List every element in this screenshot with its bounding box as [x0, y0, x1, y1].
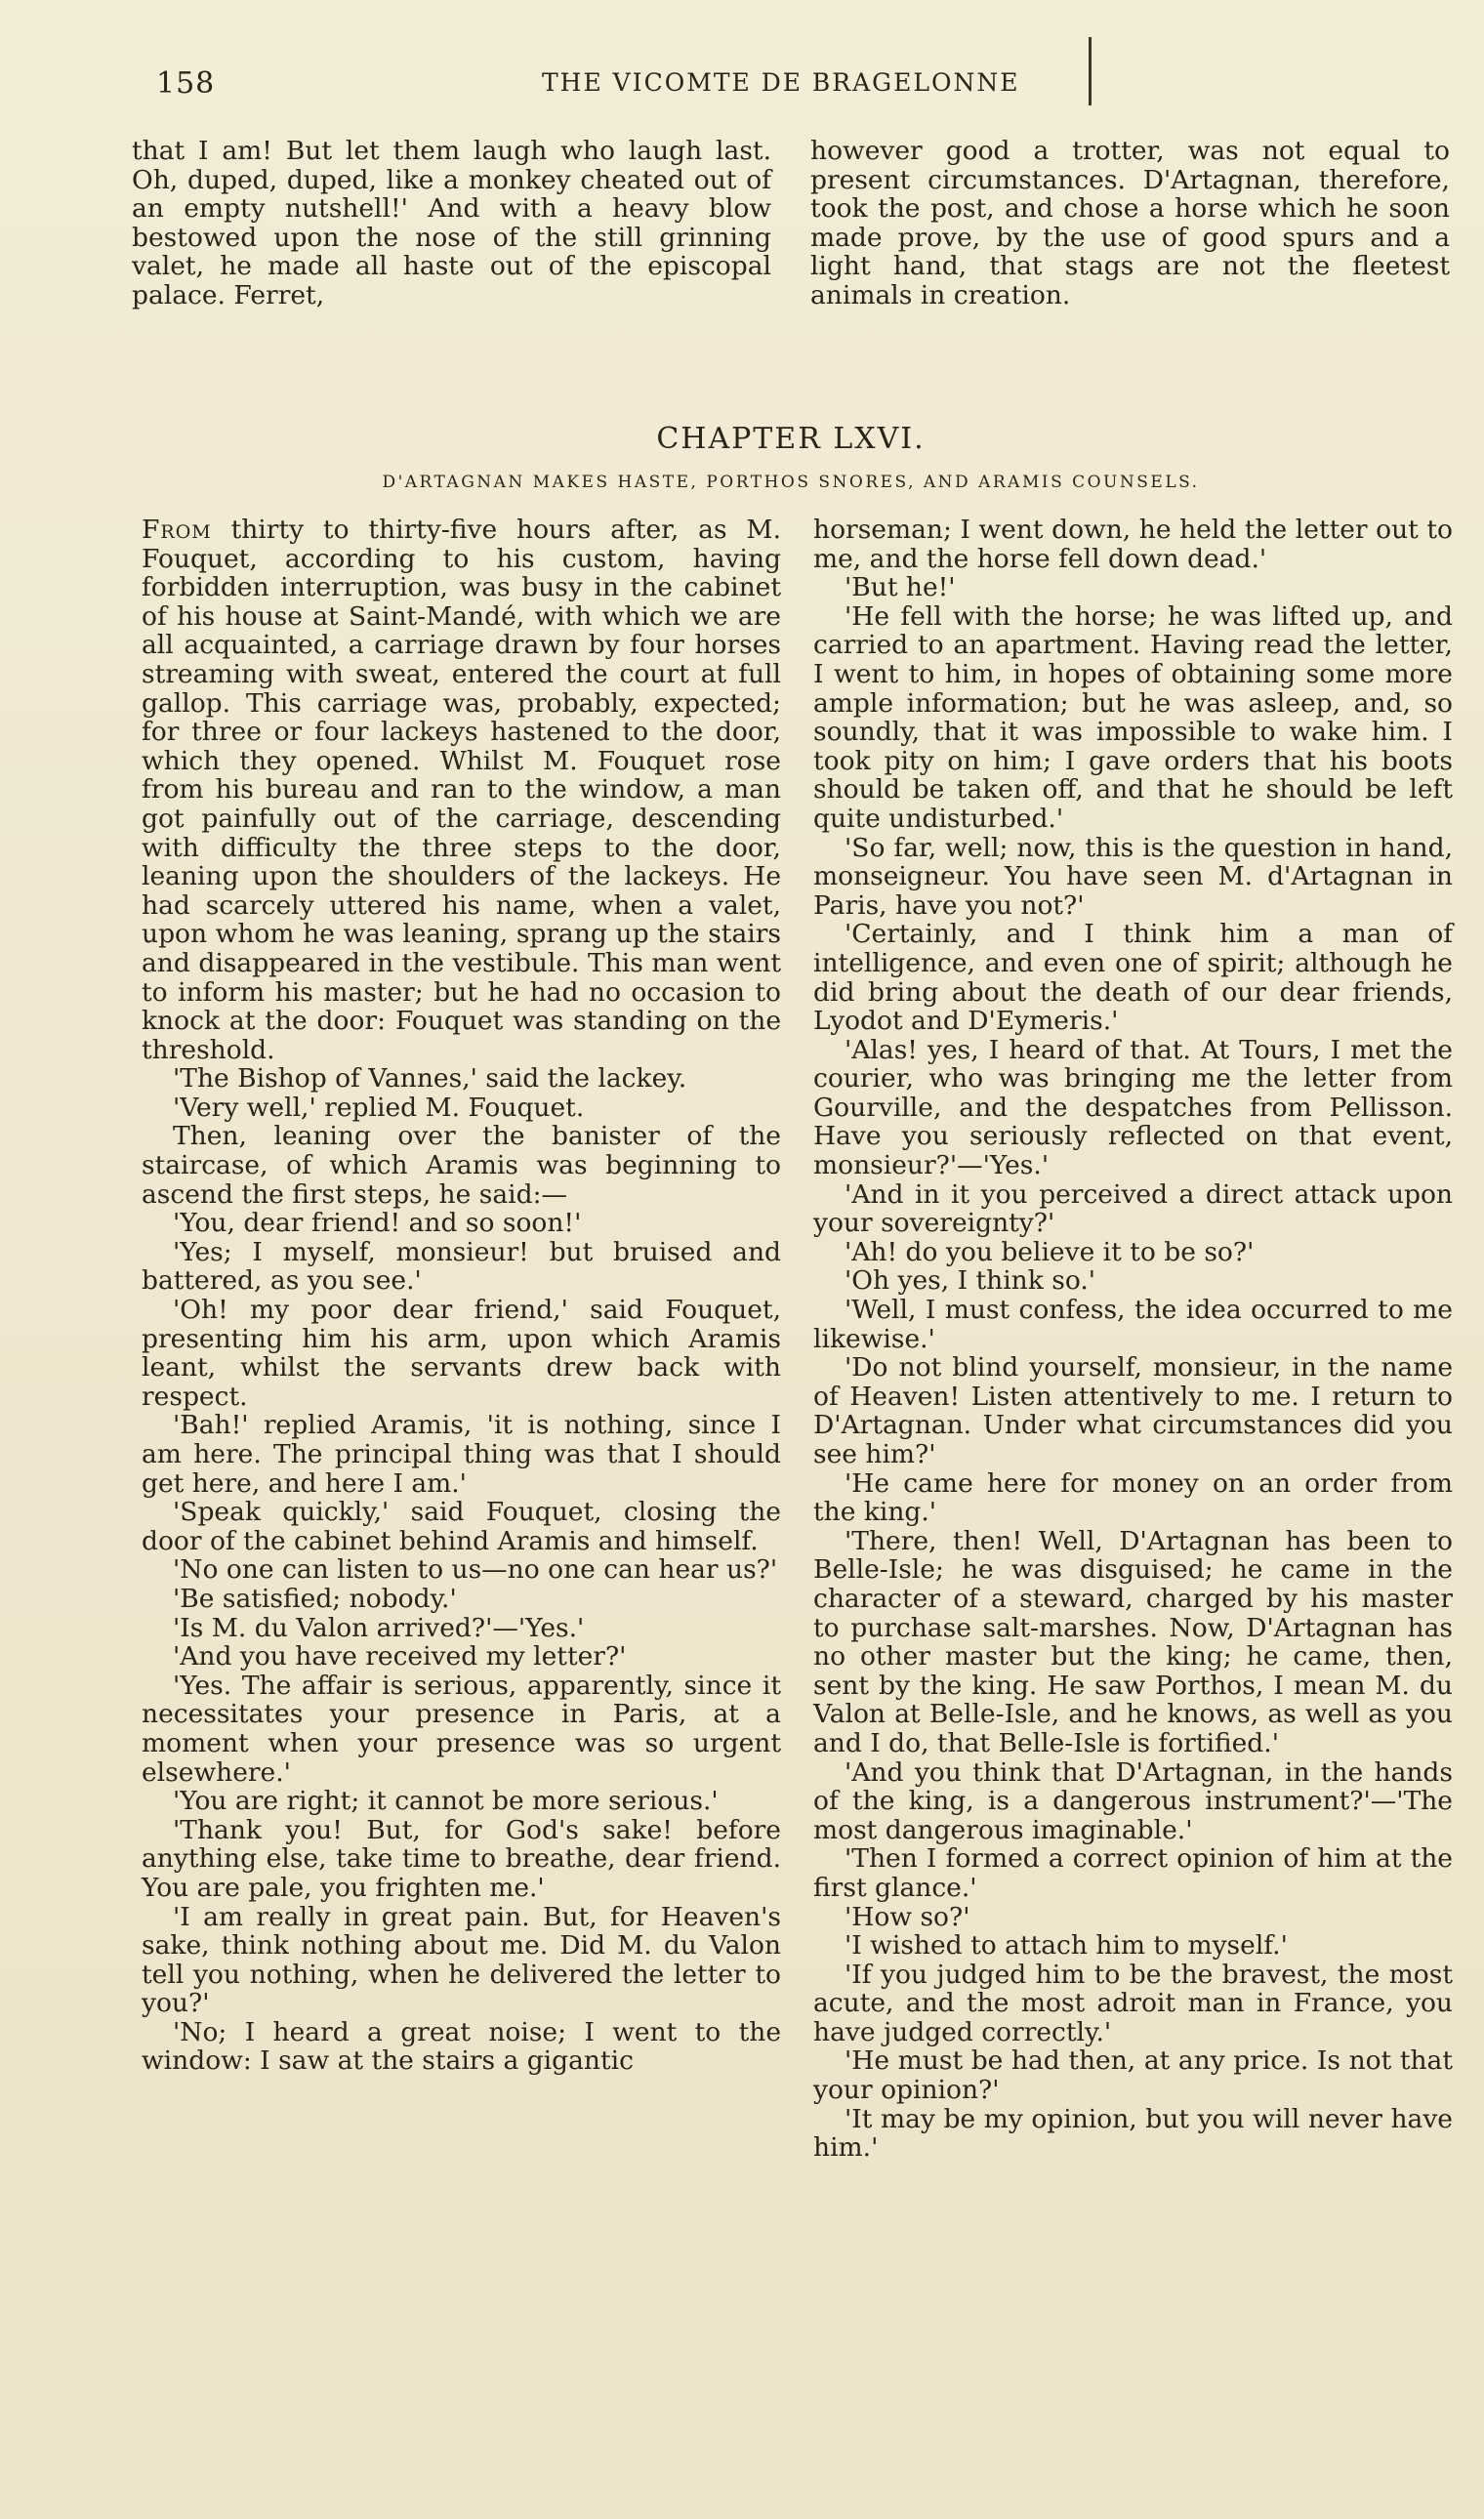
paragraph: 'Bah!' replied Aramis, 'it is nothing, since I am here. The principal thing was that I should get here, and here I am.' — [142, 1410, 781, 1499]
paragraph: 'Yes. The affair is serious, apparently, since it necessitates your presence in Paris, at a moment when your presence was so urgent elsewhere.' — [142, 1670, 781, 1788]
paragraph: horseman; I went down, he held the letter out to me, and the horse fell down dead.' — [813, 515, 1453, 574]
left-column — [142, 516, 781, 2076]
running-head — [156, 66, 1464, 105]
paragraph: 'I am really in great pain. But, for Heaven's sake, think nothing about me. Did M. du Valon tell you nothing, when he delivered the letter to you?' — [142, 1901, 781, 2019]
paragraph: that I am! But let them laugh who laugh last. Oh, duped, duped, like a monkey cheated out of an empty nutshell!' And with a heavy blow bestowed upon the nose of the still grinning valet, he made all haste out of the episcopal palace. Ferret, — [132, 136, 771, 310]
paragraph: 'So far, well; now, this is the question in hand, monseigneur. You have seen M. d'Artagnan in Paris, have you not?' — [813, 832, 1453, 921]
paragraph: 'And you think that D'Artagnan, in the hands of the king, is a dangerous instrument?'—'The most dangerous imaginable.' — [813, 1756, 1453, 1845]
paragraph: 'Very well,' replied M. Fouquet. — [173, 1092, 585, 1123]
chapter-title: CHAPTER LXVI. — [656, 422, 926, 456]
paragraph: 'Be satisfied; nobody.' — [173, 1583, 457, 1614]
right-column — [813, 516, 1453, 2163]
paragraph: 'Ah! do you believe it to be so?' — [845, 1236, 1255, 1267]
paragraph: 'And in it you perceived a direct attack upon your sovereignty?' — [813, 1178, 1453, 1239]
chapter-subtitle: D'ARTAGNAN MAKES HASTE, PORTHOS SNORES, AND ARAMIS COUNSELS. — [382, 473, 1200, 492]
top-right-column — [810, 137, 1450, 310]
paragraph: 'Oh! my poor dear friend,' said Fouquet, presenting him his arm, upon which Aramis leant, whilst the servants drew back with respect. — [142, 1295, 781, 1412]
paragraph: 'Thank you! But, for God's sake! before anything else, take time to breathe, dear friend. You are pale, you frighten me.' — [142, 1814, 781, 1903]
paragraph: 'You are right; it cannot be more serious.' — [173, 1786, 719, 1817]
paragraph: 'It may be my opinion, but you will never have him.' — [813, 2103, 1453, 2164]
paragraph: 'If you judged him to be the bravest, the most acute, and the most adroit man in France, you have judged correctly.' — [813, 1959, 1453, 2047]
top-left-column — [132, 137, 771, 310]
paragraph: 'Yes; I myself, monsieur! but bruised and battered, as you see.' — [142, 1236, 781, 1297]
paragraph: 'I wished to attach him to myself.' — [845, 1930, 1288, 1962]
paragraph: 'But he!' — [845, 572, 956, 603]
paragraph: 'Well, I must confess, the idea occurred to me likewise.' — [813, 1295, 1453, 1354]
paragraph: 'Is M. du Valon arrived?'—'Yes.' — [173, 1612, 585, 1643]
paragraph: 'Certainly, and I think him a man of intelligence, and even one of spirit; although he did bring about the death of our dear friends, Lyodot and D'Eymeris.' — [813, 919, 1453, 1037]
paragraph: 'Then I formed a correct opinion of him at the first glance.' — [813, 1843, 1453, 1903]
paragraph: Then, leaning over the banister of the staircase, of which Aramis was beginning to ascend the first steps, he said:— — [142, 1121, 781, 1210]
paragraph: 'He fell with the horse; he was lifted up, and carried to an apartment. Having read the letter, I went to him, in hopes of obtaining some more ample information; but he was asleep, and, so soundly, that it was impossible to wake him. I took pity on him; I gave orders that his boots should be taken off, and that he should be left quite undisturbed.' — [813, 600, 1453, 834]
paragraph: 'He came here for money on an order from the king.' — [813, 1467, 1453, 1528]
paragraph: 'There, then! Well, D'Artagnan has been to Belle-Isle; he was disguised; he came in the character of a steward, charged by his master to purchase salt-marshes. Now, D'Artagnan has no other master but the king; he came, then, sent by the king. He saw Porthos, I mean M. du Valon at Belle-Isle, and he knows, as well as you and I do, that Belle-Isle is fortified.' — [813, 1525, 1453, 1758]
paragraph: 'The Bishop of Vannes,' said the lackey. — [173, 1063, 687, 1094]
paragraph: however good a trotter, was not equal to present circumstances. D'Artagnan, therefore, took the post, and chose a horse which he soon made prove, by the use of good spurs and a light hand, that stags are not the fleetest animals in creation. — [810, 136, 1450, 310]
paragraph: 'Speak quickly,' said Fouquet, closing the door of the cabinet behind Aramis and himself. — [142, 1497, 781, 1556]
page-number: 158 — [156, 66, 216, 101]
paragraph: 'No one can listen to us—no one can hear us?' — [173, 1554, 778, 1586]
paragraph: 'You, dear friend! and so soon!' — [173, 1208, 582, 1239]
drop-word: From — [142, 515, 212, 545]
paragraph: 'No; I heard a great noise; I went to the window: I saw at the stairs a gigantic — [142, 2016, 781, 2077]
paragraph: 'He must be had then, at any price. Is not that your opinion?' — [813, 2045, 1453, 2106]
margin-pencil-mark — [1089, 37, 1092, 105]
paragraph: 'Oh yes, I think so.' — [845, 1265, 1096, 1297]
running-head-title: THE VICOMTE DE BRAGELONNE — [542, 68, 1020, 97]
paragraph: 'And you have received my letter?' — [173, 1641, 627, 1672]
paragraph: 'How so?' — [845, 1901, 970, 1932]
opening-text: thirty to thirty-five hours after, as M. Fouquet, according to his custom, having forbidden interruption, was busy in the cabinet of his house at Saint-Mandé, with which we are all acquainted, a carriage drawn by four horses streaming with sweat, entered the court at full gallop. This carriage was, probably, expected; for three or four lackeys hastened to the door, which they opened. Whilst M. Fouquet rose from his bureau and ran to the window, a man got painfully out of the carriage, descending with difficulty the three steps to the door, leaning upon the shoulders of the lackeys. He had scarcely uttered his name, when a valet, upon whom he was leaning, sprang up the stairs and disappeared in the vestibule. This man went to inform his master; but he had no occasion to knock at the door: Fouquet was standing on the threshold. — [142, 515, 781, 1065]
paragraph: 'Do not blind yourself, monsieur, in the name of Heaven! Listen attentively to me. I return to D'Artagnan. Under what circumstances did you see him?' — [813, 1352, 1453, 1469]
paragraph: 'Alas! yes, I heard of that. At Tours, I met the courier, who was bringing me the letter from Gourville, and the despatches from Pellisson. Have you seriously reflected on that event, monsieur?'—'Yes.' — [813, 1034, 1453, 1181]
opening-paragraph — [142, 516, 781, 1064]
